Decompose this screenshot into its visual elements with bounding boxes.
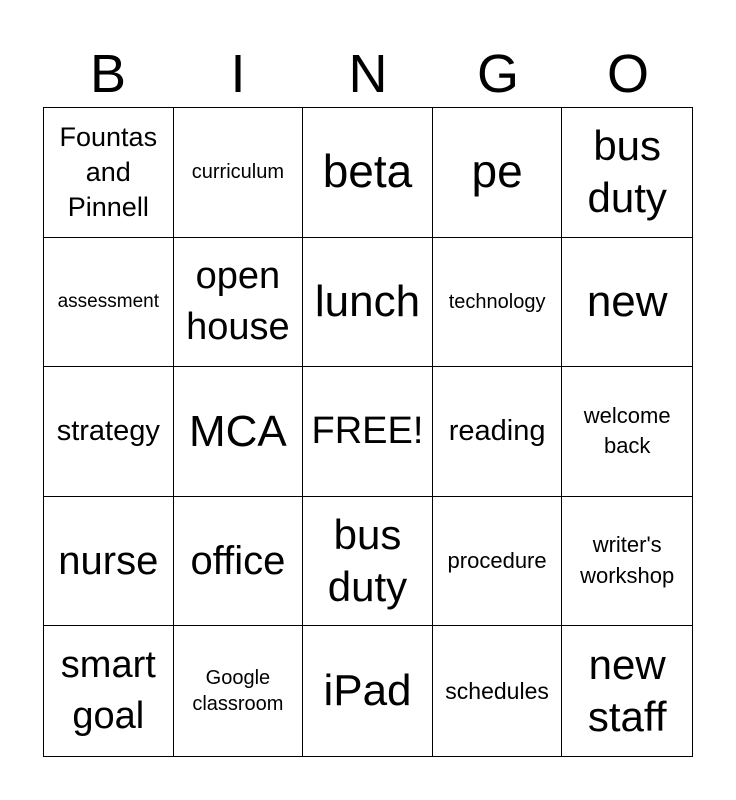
bingo-cell[interactable]: assessment (44, 238, 174, 368)
header-letter-b: B (89, 44, 127, 104)
bingo-cell[interactable]: Google classroom (174, 626, 304, 756)
bingo-cell[interactable]: writer's workshop (562, 497, 692, 627)
header-letter-n: N (348, 44, 388, 104)
bingo-cell[interactable]: procedure (433, 497, 563, 627)
bingo-cell[interactable]: open house (174, 238, 304, 368)
bingo-cell[interactable]: Fountas and Pinnell (44, 108, 174, 238)
bingo-board (43, 107, 693, 757)
bingo-cell[interactable]: office (174, 497, 304, 627)
bingo-cell[interactable]: new (562, 238, 692, 368)
bingo-cell[interactable]: schedules (433, 626, 563, 756)
bingo-cell[interactable]: pe (433, 108, 563, 238)
header-letter-i: I (230, 44, 246, 104)
bingo-cell[interactable]: technology (433, 238, 563, 368)
header-letter-g: G (476, 44, 519, 104)
bingo-cell[interactable]: strategy (44, 367, 174, 497)
bingo-cell[interactable]: MCA (174, 367, 304, 497)
bingo-cell[interactable]: curriculum (174, 108, 304, 238)
bingo-cell[interactable]: smart goal (44, 626, 174, 756)
bingo-cell[interactable]: reading (433, 367, 563, 497)
bingo-cell[interactable]: nurse (44, 497, 174, 627)
bingo-cell[interactable]: welcome back (562, 367, 692, 497)
bingo-cell[interactable]: bus duty (303, 497, 433, 627)
bingo-cell[interactable]: bus duty (562, 108, 692, 238)
bingo-header (43, 44, 693, 104)
bingo-cell[interactable]: new staff (587, 640, 667, 741)
bingo-cell[interactable]: beta (303, 108, 433, 238)
bingo-cell[interactable]: lunch (303, 238, 433, 368)
bingo-cell[interactable]: FREE! (303, 367, 433, 497)
header-letter-o: O (606, 44, 649, 104)
bingo-cell[interactable]: iPad (303, 626, 433, 756)
